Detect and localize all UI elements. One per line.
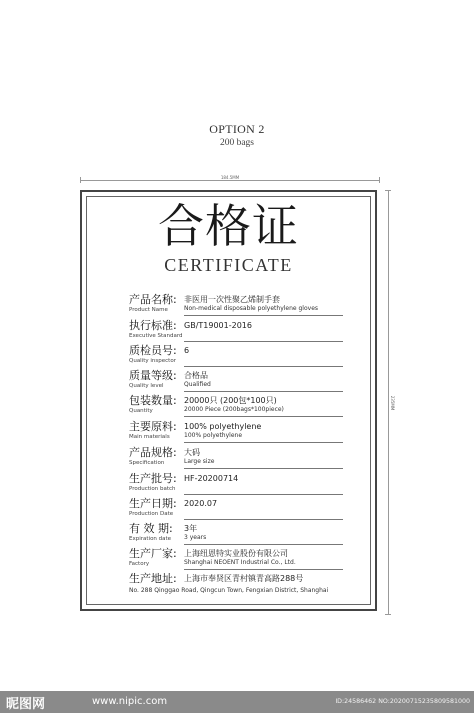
certificate-subtitle: CERTIFICATE (164, 255, 293, 275)
field-label-zh: 生产地址: (129, 572, 177, 585)
width-dimension (80, 177, 380, 183)
field-label-en: Quality level (129, 383, 164, 389)
field-underline (184, 519, 343, 520)
field-underline (184, 366, 343, 367)
field-value-en: No. 288 Qinggao Road, Qingcun Town, Fengxian District, Shanghai (129, 587, 329, 594)
field-underline (184, 468, 343, 469)
field-label-zh: 包装数量: (129, 394, 177, 407)
field-value: 上海市奉贤区青村镇青高路288号 (184, 574, 304, 583)
bag-count: 200 bags (219, 138, 255, 148)
field-label-en: Main materials (129, 434, 170, 440)
site-url: www.nipic.com (92, 696, 168, 707)
field-underline (184, 315, 343, 316)
field-value: 3年 (184, 524, 198, 533)
field-label-en: Production batch (129, 486, 176, 492)
field-value: 大码 (184, 448, 200, 457)
certificate-title: 合格证 (158, 199, 299, 253)
field-label-zh: 产品规格: (129, 446, 177, 459)
field-value-en: Qualified (184, 381, 211, 388)
field-label-en: Expiration date (129, 536, 172, 542)
field-label-zh: 执行标准: (129, 319, 177, 332)
field-label-zh: 生产日期: (129, 497, 177, 510)
field-value-en: 100% polyethylene (184, 432, 243, 439)
field-label-zh: 生产厂家: (129, 547, 177, 560)
field-value: 6 (184, 346, 190, 355)
field-address (129, 572, 343, 598)
field-label-en: Quantity (129, 408, 153, 414)
watermark-footer (0, 691, 474, 713)
field-value-en: Shanghai NEOENT Industrial Co., Ltd. (184, 559, 296, 566)
field-production-date (129, 497, 343, 523)
height-dimension (385, 190, 395, 615)
field-underline (184, 494, 343, 495)
field-value-en: 20000 Piece (200bags*100piece) (184, 406, 284, 413)
field-label-zh: 有 效 期: (129, 522, 173, 535)
field-label-zh: 质量等级: (129, 369, 177, 382)
field-underline (184, 391, 343, 392)
field-specification (129, 446, 343, 472)
width-dimension-label: 184.5MM (218, 175, 242, 180)
field-production-batch (129, 472, 343, 498)
field-value: 上海纽恩特实业股份有限公司 (184, 549, 288, 558)
option-title: OPTION 2 (209, 122, 265, 136)
field-value: 合格品 (184, 371, 208, 380)
field-value-en: 3 years (184, 534, 207, 541)
field-main-materials (129, 420, 343, 446)
field-underline (184, 341, 343, 342)
field-value: 100% polyethylene (184, 422, 262, 431)
field-value: GB/T19001-2016 (184, 321, 252, 330)
field-factory (129, 547, 343, 573)
field-label-en: Product Name (129, 307, 168, 313)
field-value: 20000只 (200包*100只) (184, 396, 277, 405)
field-value: HF-20200714 (184, 474, 239, 483)
field-label-en: Executive Standard (129, 333, 183, 339)
field-label-en: Specification (129, 460, 165, 466)
width-dimension-tick-right (379, 177, 380, 183)
field-label-zh: 质检员号: (129, 344, 177, 357)
field-quantity (129, 394, 343, 420)
field-quality-level (129, 369, 343, 395)
field-label-en: Quality inspector (129, 358, 176, 364)
field-quality-inspector (129, 344, 343, 370)
height-dimension-label: 235MM (389, 395, 395, 410)
field-value: 2020.07 (184, 499, 218, 508)
field-underline (184, 416, 343, 417)
field-value-en: Non-medical disposable polyethylene gloves (184, 305, 319, 312)
site-logo: 昵图网 (6, 697, 46, 712)
field-expiration-date (129, 522, 343, 548)
field-value-en: Large size (184, 458, 215, 465)
field-label-zh: 生产批号: (129, 472, 177, 485)
field-label-en: Factory (129, 561, 150, 567)
width-dimension-tick-left (80, 177, 81, 183)
height-dimension-tick-bottom (385, 614, 391, 615)
field-executive-standard (129, 319, 343, 345)
image-id: ID:24586462 NO:20200715235809581000 (335, 698, 470, 705)
field-label-zh: 产品名称: (129, 293, 177, 306)
field-underline (184, 544, 343, 545)
field-value: 非医用一次性聚乙烯制手套 (184, 295, 280, 304)
field-label-zh: 主要原料: (129, 420, 177, 433)
field-product-name (129, 293, 343, 319)
field-label-en: Production Date (129, 511, 174, 517)
field-underline (184, 569, 343, 570)
width-dimension-line (80, 180, 380, 181)
height-dimension-tick-top (385, 190, 391, 191)
field-underline (184, 442, 343, 443)
